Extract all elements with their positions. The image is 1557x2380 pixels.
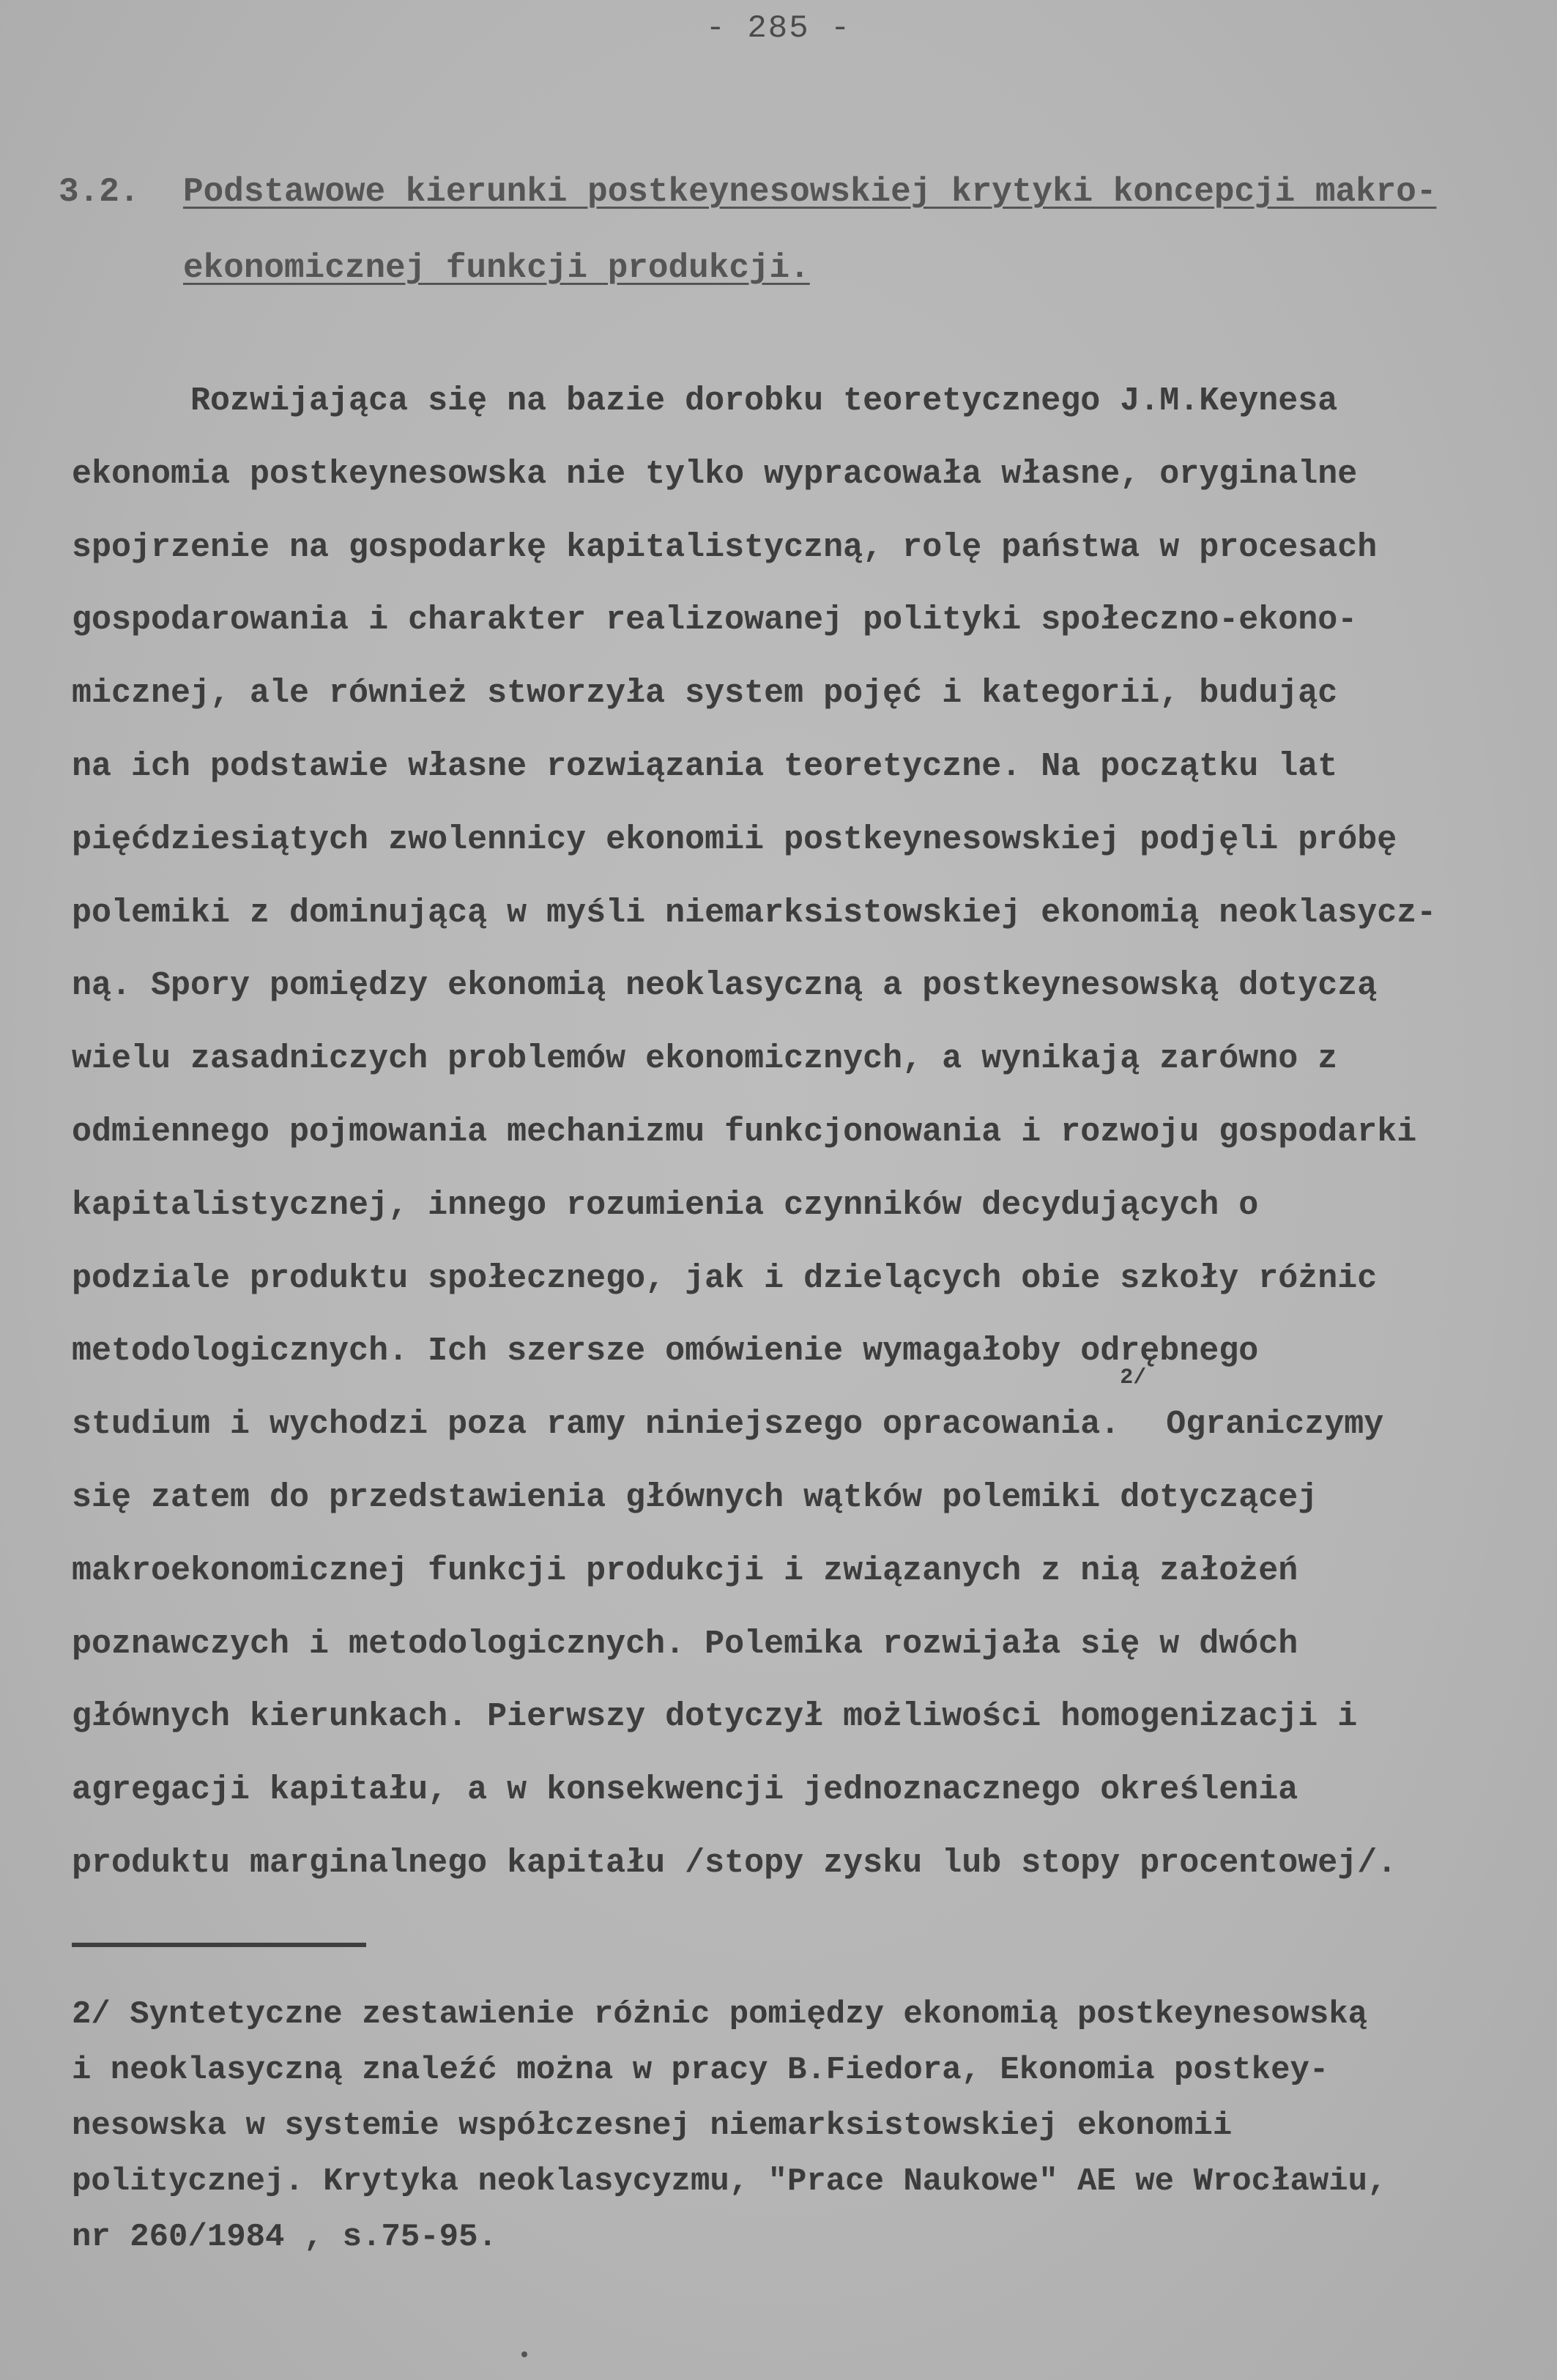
body-line: wielu zasadniczych problemów ekonomicznych, a wynikają zarówno z — [72, 1040, 1338, 1078]
footnote-line: i neoklasyczną znaleźć można w pracy B.Fiedora, Ekonomia postkey- — [72, 2052, 1329, 2088]
body-line: poznawczych i metodologicznych. Polemika rozwijała się w dwóch — [72, 1625, 1298, 1663]
body-line-text-suffix: Ograniczymy — [1146, 1406, 1384, 1444]
body-line: ekonomia postkeynesowska nie tylko wypracowała własne, oryginalne — [72, 455, 1358, 493]
body-line: kapitalistycznej, innego rozumienia czynników decydujących o — [72, 1186, 1259, 1224]
footnote-line: nr 260/1984 , s.75-95. — [72, 2219, 497, 2255]
body-line: odmiennego pojmowania mechanizmu funkcjonowania i rozwoju gospodarki — [72, 1113, 1417, 1151]
body-line: Rozwijająca się na bazie dorobku teoretycznego J.M.Keynesa — [72, 382, 1338, 420]
footnote-line: 2/ Syntetyczne zestawienie różnic pomiędzy ekonomią postkeynesowską — [72, 1996, 1368, 2033]
body-line: micznej, ale również stworzyła system pojęć i kategorii, budując — [72, 675, 1338, 713]
footnote — [72, 1987, 1544, 2265]
body-line-with-footnote-ref — [72, 1365, 1536, 1461]
body-line: głównych kierunkach. Pierwszy dotyczył możliwości homogenizacji i — [72, 1698, 1358, 1736]
footnote-reference: 2/ — [1120, 1365, 1147, 1391]
body-line: ną. Spory pomiędzy ekonomią neoklasyczną a postkeynesowską dotyczą — [72, 967, 1378, 1005]
body-line: metodologicznych. Ich szersze omówienie wymagałoby odrębnego — [72, 1332, 1259, 1371]
section-heading — [59, 154, 1545, 306]
body-line: agregacji kapitału, a w konsekwencji jednoznacznego określenia — [72, 1771, 1298, 1809]
section-number: 3.2. — [59, 173, 140, 211]
footnote-separator — [72, 1943, 366, 1947]
scan-speck — [521, 2351, 527, 2357]
body-paragraph — [72, 365, 1536, 1900]
page-number: - 285 - — [705, 10, 852, 47]
body-line: pięćdziesiątych zwolennicy ekonomii postkeynesowskiej podjęli próbę — [72, 820, 1397, 859]
footnote-line: nesowska w systemie współczesnej niemarksistowskiej ekonomii — [72, 2107, 1233, 2144]
body-line: produktu marginalnego kapitału /stopy zysku lub stopy procentowej/. — [72, 1844, 1397, 1882]
body-line: spojrzenie na gospodarkę kapitalistyczną, rolę państwa w procesach — [72, 528, 1378, 566]
body-line-text: studium i wychodzi poza ramy niniejszego opracowania. — [72, 1406, 1121, 1444]
body-line: się zatem do przedstawienia głównych wątków polemiki dotyczącej — [72, 1478, 1318, 1516]
body-line: polemiki z dominującą w myśli niemarksistowskiej ekonomią neoklasycz- — [72, 894, 1437, 932]
section-title-line-2: ekonomicznej funkcji produkcji. — [183, 249, 810, 287]
footnote-line: politycznej. Krytyka neoklasycyzmu, "Prace Naukowe" AE we Wrocławiu, — [72, 2163, 1387, 2200]
body-line: gospodarowania i charakter realizowanej polityki społeczno-ekono- — [72, 601, 1358, 640]
body-line: na ich podstawie własne rozwiązania teoretyczne. Na początku lat — [72, 747, 1338, 785]
body-line: makroekonomicznej funkcji produkcji i związanych z nią założeń — [72, 1552, 1298, 1590]
body-line: podziale produktu społecznego, jak i dzielących obie szkoły różnic — [72, 1259, 1378, 1297]
section-title-line-1: Podstawowe kierunki postkeynesowskiej krytyki koncepcji makro- — [183, 173, 1437, 211]
